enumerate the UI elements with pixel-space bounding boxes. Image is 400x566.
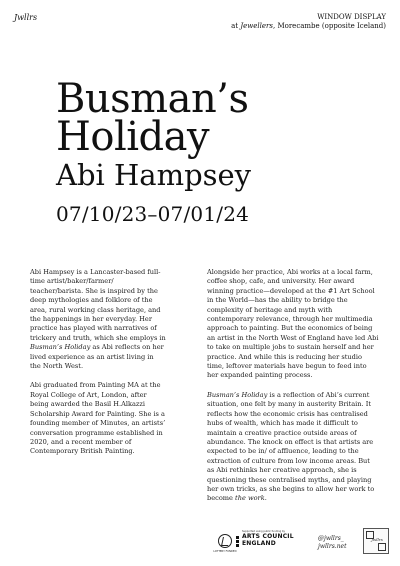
arts-council-logo xyxy=(242,530,308,547)
reflection-emphasis: Busman’s Holiday xyxy=(207,390,268,399)
venue-suffix: , Morecambe (opposite Iceland) xyxy=(273,22,386,30)
website-link[interactable]: jwllrs.net xyxy=(318,543,347,550)
exhibition-dates: 07/10/23–07/01/24 xyxy=(56,202,250,226)
bio-paragraph-1 xyxy=(30,268,166,371)
bio-p1-text-a: Abi Hampsey is a Lancaster-based full-time artist/baker/farmer/ teacher/barista. She is inspired by the deep mythologies and folklore of the area, rural working class heritage, and the happenings in her everyday. Her practice has played with narratives of trickery and truth, which she employs in xyxy=(30,268,166,342)
venue-line xyxy=(231,22,386,31)
title-block xyxy=(56,76,252,228)
venue-prefix: at xyxy=(231,22,239,30)
exhibition-title xyxy=(56,76,251,160)
window-display-label: WINDOW DISPLAY xyxy=(317,13,386,21)
title-line-2: Holiday xyxy=(56,114,210,160)
left-column xyxy=(30,268,166,467)
reflection-text-b: . xyxy=(264,494,267,503)
social-links xyxy=(318,535,347,551)
reflection-paragraph xyxy=(207,391,379,504)
right-column xyxy=(207,268,379,514)
bio-p1-text-b: as Abi reflects on her lived experience as an artist living in the North West. xyxy=(30,343,164,371)
header-info xyxy=(231,13,386,31)
reflection-emphasis-2: the work xyxy=(235,494,265,503)
qr-code-icon[interactable] xyxy=(363,528,389,554)
venue-name: Jewellers xyxy=(240,22,273,30)
arts-council-mark-icon xyxy=(236,536,241,548)
lottery-label: LOTTERY FUNDED xyxy=(213,550,237,553)
bio-paragraph-2: Abi graduated from Painting MA at the Royal College of Art, London, after being awarded the Basil H.Alkazzi Scholarship Award for Painting. She is a founding member of Minutes, an artists’ conversation programme established in 2020, and a recent member of Contemporary British Painting. xyxy=(30,381,166,456)
qr-label: Jwllrs xyxy=(371,537,383,542)
arts-council-line-1: ARTS COUNCIL xyxy=(242,533,294,540)
title-line-1: Busman’s xyxy=(56,76,249,122)
social-handle[interactable]: @jwllrs_ xyxy=(318,535,344,542)
arts-council-line-2: ENGLAND xyxy=(242,540,276,547)
lottery-logo-icon xyxy=(218,534,232,548)
reflection-text-a: is a reflection of Abi’s current situation, one felt by many in austerity Britain. It reflects how the economic crisis has centralised hubs of wealth, which has made it difficult to maintain a creative practice outside areas of abundance. The knock on effect is that artists are expected to be in/ of affluence, leading to the extraction of culture from low income areas. But as Abi rethinks her creative approach, she is questioning these centralised myths, and playing her own tricks, as she begins to allow her work to become xyxy=(207,390,375,503)
arts-council-small-text: Supported using public funding by xyxy=(242,530,286,533)
artist-name: Abi Hampsey xyxy=(56,158,252,192)
practice-paragraph: Alongside her practice, Abi works at a local farm, coffee shop, cafe, and university. Her award winning practice—developed at the #1 Art School in the World—has the ability to bridge the complexity of heritage and myth with contemporary relevance, through her multimedia approach to painting. But the economics of being an artist in the North West of England have led Abi to take on multiple jobs to sustain herself and her practice. And while this is reducing her studio time, leftover materials have begun to feed into her expanded painting process. xyxy=(207,268,379,380)
brand-logo: Jwllrs xyxy=(14,13,38,22)
bio-p1-emphasis: Busman’s Holiday xyxy=(30,343,91,352)
